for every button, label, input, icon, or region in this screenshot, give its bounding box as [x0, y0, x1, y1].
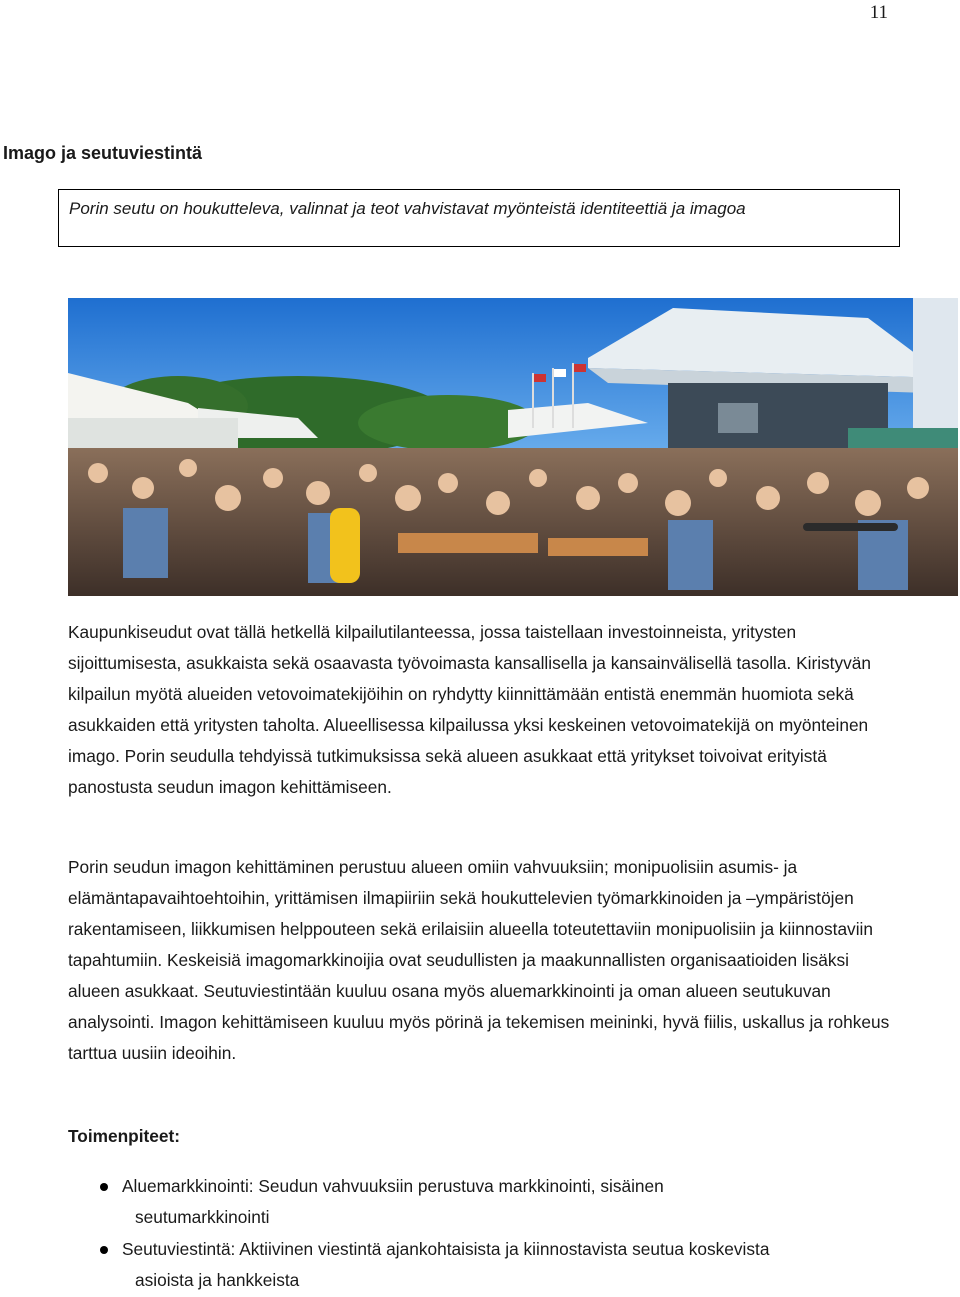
- list-item: [68, 1171, 898, 1233]
- actions-list: [68, 1171, 898, 1297]
- intro-paragraph: Kaupunkiseudut ovat tällä hetkellä kilpailutilanteessa, jossa taistellaan investoinneista, yritysten sijoittumisesta, asukkaista sekä osaavasta työvoimasta kansallisella ja kansainvälisellä tasolla. Kiristyvän kilpailun myötä alueiden vetovoimatekijöihin on ryhdytty kiinnittämään entistä enemmän huomiota sekä asukkaiden että yritysten taholta. Alueellisessa kilpailussa yksi keskeinen vetovoimatekijä on myönteinen imago. Porin seudulla tehdyissä tutkimuksissa sekä alueen asukkaat että yritykset toivoivat erityistä panostusta seudun imagon kehittämiseen.: [68, 622, 871, 797]
- section-title: Imago ja seutuviestintä: [3, 143, 203, 163]
- list-item-line: Seutuviestintä: Aktiivinen viestintä ajankohtaisista ja kiinnostavista seutua koskevista: [122, 1239, 770, 1259]
- boxed-statement: Porin seutu on houkutteleva, valinnat ja teot vahvistavat myönteistä identiteettiä ja imagoa: [58, 189, 900, 247]
- list-item: [68, 1234, 898, 1296]
- list-item-line: Aluemarkkinointi: Seudun vahvuuksiin perustuva markkinointi, sisäinen: [122, 1176, 664, 1196]
- bullet-icon: [100, 1246, 108, 1254]
- festival-crowd-photo: [68, 298, 958, 596]
- list-item-line: seutumarkkinointi: [135, 1207, 270, 1227]
- development-paragraph: Porin seudun imagon kehittäminen perustuu alueen omiin vahvuuksiin; monipuolisiin asumis- ja elämäntapavaihtoehtoihin, yrittämisen ilmapiiriin sekä houkuttelevien työmarkkinoiden ja –ympäristöjen rakentamiseen, liikkumisen helppouteen sekä erilaisiin alueella toteutettaviin monipuolisiin ja kiinnostaviin tapahtumiin. Keskeisiä imagomarkkinoijia ovat seudullisten ja maakunnallisten organisaatioiden lisäksi alueen asukkaat. Seutuviestintään kuuluu osana myös aluemarkkinointi ja oman alueen seutukuvan analysointi. Imagon kehittämiseen kuuluu myös pörinä ja tekemisen meininki, hyvä fiilis, uskallus ja rohkeus tarttua uusiin ideoihin.: [68, 857, 890, 1063]
- actions-heading: Toimenpiteet:: [68, 1126, 181, 1146]
- bullet-icon: [100, 1183, 108, 1191]
- list-item-line: asioista ja hankkeista: [135, 1270, 300, 1290]
- page-number: 11: [869, 2, 888, 23]
